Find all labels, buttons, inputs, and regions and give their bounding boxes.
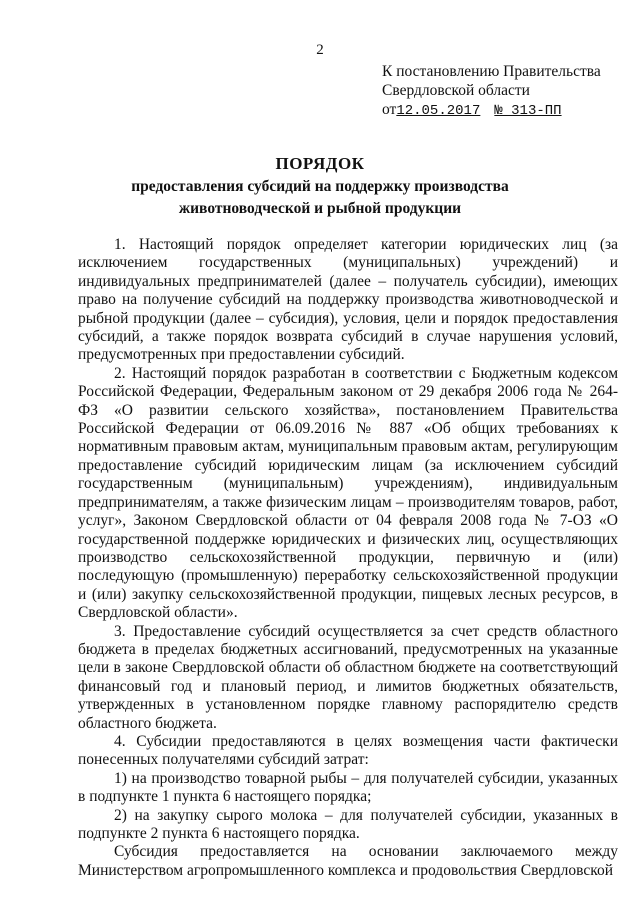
approval-stamp	[382, 62, 601, 121]
paragraph-3: 3. Предоставление субсидий осуществляется за счет средств областного бюджета в пределах бюджетных ассигнований, предусмотренных на указанные цели в законе Свердловской области об областном бюджете на соответствующий финансовый год и плановый период, и лимитов бюджетных обязательств, утвержденных в установленном порядке главному распорядителю средств областного бюджета.	[78, 622, 618, 732]
title-main: ПОРЯДОК	[275, 154, 365, 173]
approval-line-1: К постановлению Правительства	[382, 63, 601, 80]
date-prefix: от	[382, 101, 397, 118]
paragraph-4-item-2: 2) на закупку сырого молока – для получателей субсидии, указанных в подпункте 2 пункта 6 настоящего порядка.	[78, 806, 618, 842]
approval-number: № 313-ПП	[494, 103, 562, 119]
title-subtitle-line-2: животноводческой и рыбной продукции	[178, 200, 462, 217]
approval-date-line	[382, 100, 601, 121]
title-subtitle-line-1: предоставления субсидий на поддержку производства	[131, 178, 509, 195]
paragraph-4-item-1: 1) на производство товарной рыбы – для получателей субсидии, указанных в подпункте 1 пункта 6 настоящего порядка;	[78, 769, 618, 806]
paragraph-5: Субсидия предоставляется на основании заключаемого между Министерством агропромышленного комплекса и продовольствия Свердловской	[78, 843, 618, 879]
paragraph-1: 1. Настоящий порядок определяет категории юридических лиц (за исключением государственных (муниципальных) учреждений) и индивидуальных предпринимателей (далее – получатель субсидии), имеющих право на получение субсидий на поддержку производства животноводческой и рыбной продукции (далее – субсидия), условия, цели и порядок предоставления субсидий, а также порядок возврата субсидий в случае нарушения условий, предусмотренных при предоставлении субсидий.	[78, 236, 618, 364]
document-title	[0, 154, 640, 218]
approval-line-2: Свердловской области	[382, 82, 530, 99]
approval-date: 12.05.2017	[396, 103, 481, 119]
paragraph-4: 4. Субсидии предоставляются в целях возмещения части фактически понесенных получателями субсидий затрат:	[78, 732, 618, 769]
paragraph-2: 2. Настоящий порядок разработан в соответствии с Бюджетным кодексом Российской Федерации, Федеральным законом от 29 декабря 2006 года № 264-ФЗ «О развитии сельского хозяйства», постановлением Правительства Российской Федерации от 06.09.2016 № 887 «Об общих требованиях к нормативным правовым актам, муниципальным правовым актам, регулирующим предоставление субсидий юридическим лицам (за исключением субсидий государственным (муниципальным) учреждениям), индивидуальным предпринимателям, а также физическим лицам – производителям товаров, работ, услуг», Законом Свердловской области от 04 февраля 2008 года № 7-ОЗ «О государственной поддержке юридических и физических лиц, осуществляющих производство сельскохозяйственной продукции, первичную и (или) последующую (промышленную) переработку сельскохозяйственной продукции и (или) закупку сельскохозяйственной продукции, пищевых лесных ресурсов, в Свердловской области».	[78, 364, 618, 622]
document-body	[78, 236, 618, 880]
page-number: 2	[316, 42, 324, 58]
